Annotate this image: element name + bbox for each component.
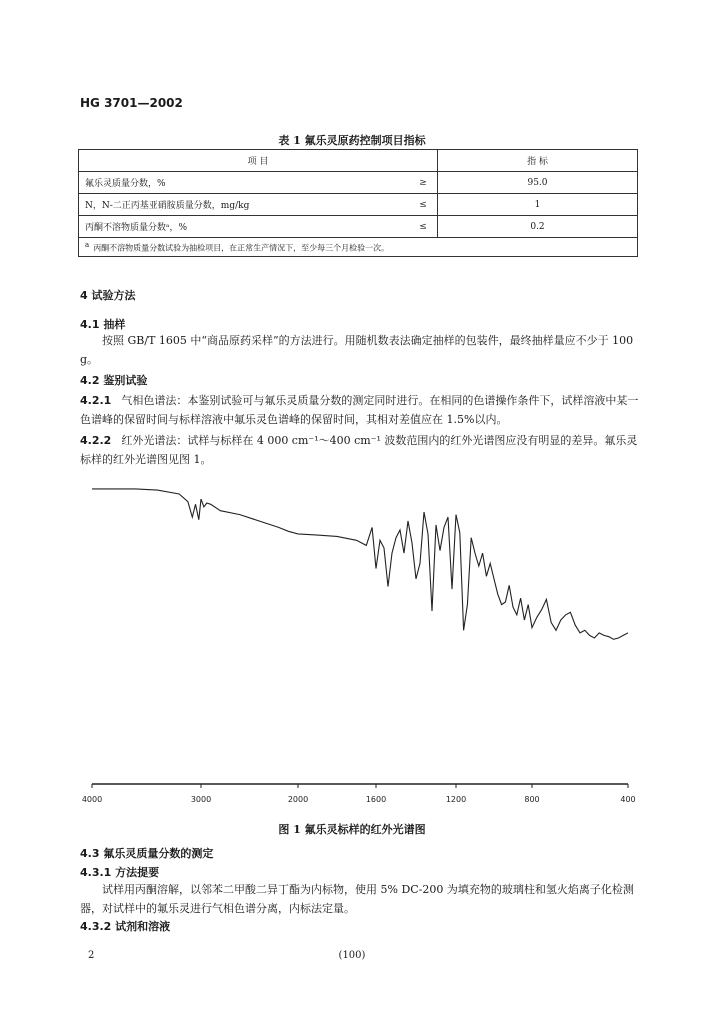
ir-spectrum-chart <box>80 466 640 811</box>
section-4-2-2 <box>80 431 640 469</box>
section-4-2-title: 4.2 鉴别试验 <box>80 374 148 387</box>
x-tick-label: 2000 <box>287 795 309 804</box>
row-name: 丙酮不溶物质量分数ᵃ，% <box>79 216 410 238</box>
section-4-1-text: 按照 GB/T 1605 中“商品原药采样”的方法进行。用随机数表法确定抽样的包装件，最终抽样量应不少于 100 g。 <box>80 334 634 366</box>
row-relation: ≤ <box>409 216 438 238</box>
section-4-3-1-title: 4.3.1 方法提要 <box>80 866 160 879</box>
section-4-2-2-text: 红外光谱法：试样与标样在 4 000 cm⁻¹～400 cm⁻¹ 波数范围内的红外光谱图应没有明显的差异。氟乐灵标样的红外光谱图见图 1。 <box>80 434 638 466</box>
section-4-2-1-label: 4.2.1 <box>80 394 112 407</box>
section-4-2-1-text: 气相色谱法：本鉴别试验可与氟乐灵质量分数的测定同时进行。在相同的色谱操作条件下，试样溶液中某一色谱峰的保留时间与标样溶液中氟乐灵色谱峰的保留时间，其相对差值应在 1.5%以内。 <box>80 394 639 426</box>
row-value: 95.0 <box>438 172 638 194</box>
section-4-3-1-text: 试样用丙酮溶解，以邻苯二甲酸二异丁酯为内标物，使用 5% DC-200 为填充物的玻璃柱和氢火焰离子化检测器，对试样中的氟乐灵进行气相色谱分离，内标法定量。 <box>80 883 634 915</box>
section-4-3-2-title: 4.3.2 试剂和溶液 <box>80 920 171 933</box>
table-footnote-row <box>79 238 638 257</box>
figure-caption: 图 1 氟乐灵标样的红外光谱图 <box>278 823 426 836</box>
x-tick-label: 4000 <box>81 795 103 804</box>
row-name: 氟乐灵质量分数，% <box>79 172 410 194</box>
section-4-1-title: 4.1 抽样 <box>80 318 126 331</box>
x-tick-label: 400 <box>620 795 636 804</box>
footnote-mark: a <box>85 240 90 249</box>
section-4-2-2-label: 4.2.2 <box>80 434 112 447</box>
x-tick-label: 1200 <box>445 795 467 804</box>
section-4-title: 4 试验方法 <box>80 289 136 302</box>
row-relation: ≥ <box>409 172 438 194</box>
spec-table <box>78 149 638 257</box>
spectrum-line <box>92 489 628 639</box>
table-caption: 表 1 氟乐灵原药控制项目指标 <box>278 134 426 147</box>
table-row <box>79 172 638 194</box>
footnote-text: 丙酮不溶物质量分数试验为抽检项目，在正常生产情况下，至少每三个月检验一次。 <box>93 243 390 253</box>
plot-area <box>82 489 636 804</box>
x-tick-label: 800 <box>524 795 540 804</box>
standard-number: HG 3701—2002 <box>80 96 183 110</box>
table-header-item: 项 目 <box>79 150 438 172</box>
row-value: 0.2 <box>438 216 638 238</box>
section-4-2-1 <box>80 391 640 429</box>
row-name: N，N-二正丙基亚硝胺质量分数，mg/kg <box>79 194 410 216</box>
page-number: 2 <box>88 950 95 961</box>
table-footnote <box>79 238 638 257</box>
row-relation: ≤ <box>409 194 438 216</box>
section-4-3-title: 4.3 氟乐灵质量分数的测定 <box>80 847 214 860</box>
page-sequence: (100) <box>338 950 366 961</box>
row-value: 1 <box>438 194 638 216</box>
table-header-row <box>79 150 638 172</box>
table-header-value: 指 标 <box>438 150 638 172</box>
x-tick-label: 3000 <box>190 795 212 804</box>
table-row <box>79 216 638 238</box>
x-tick-label: 1600 <box>365 795 387 804</box>
table-row <box>79 194 638 216</box>
